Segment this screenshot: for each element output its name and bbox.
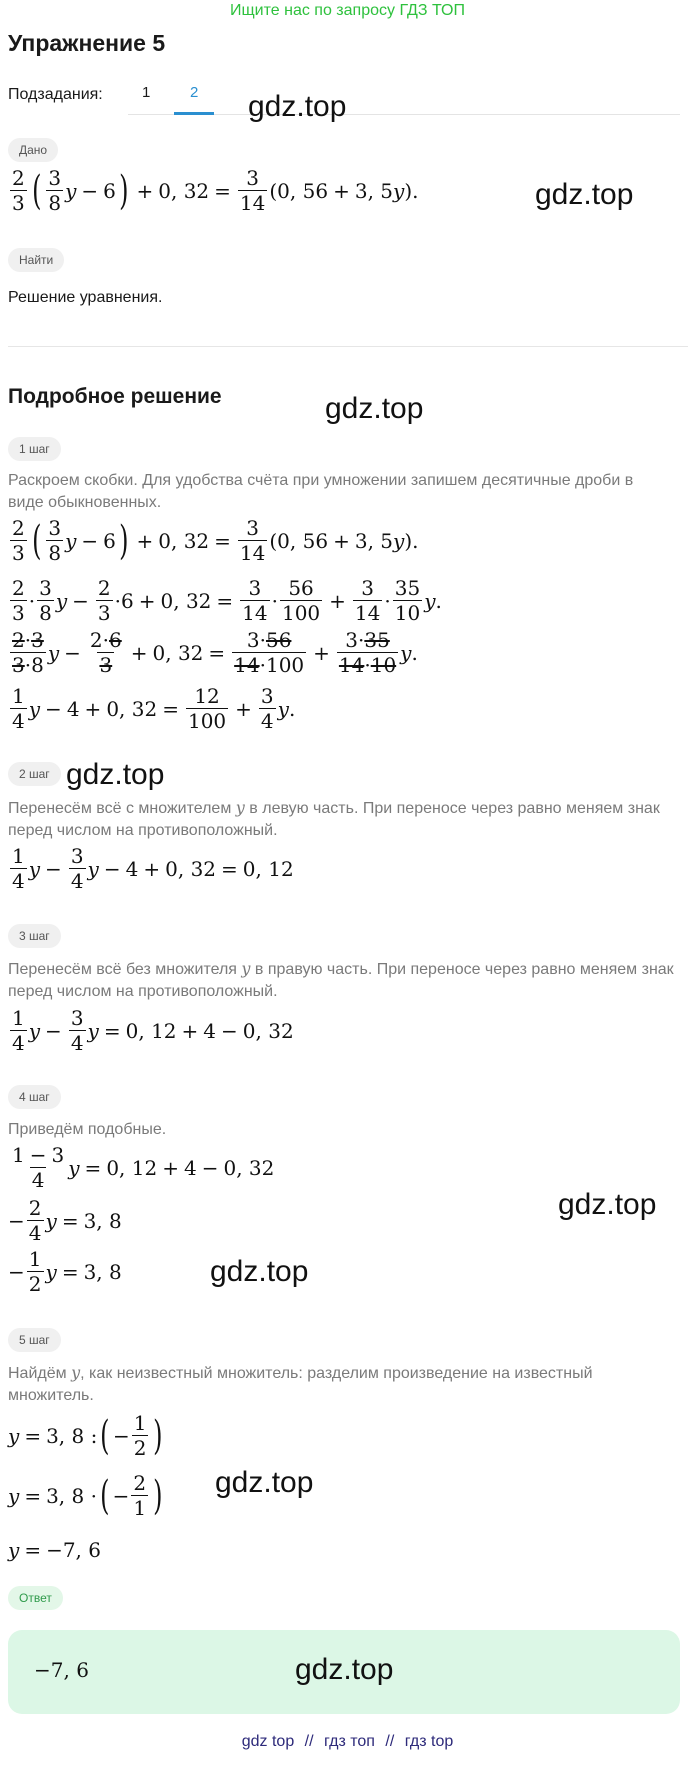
section-divider	[8, 346, 688, 347]
watermark: gdz.top	[66, 758, 165, 791]
step-4-text: Приведём подобные.	[8, 1121, 167, 1138]
footer-link-gdz-top-ru[interactable]: гдз топ	[324, 1733, 375, 1750]
watermark: gdz.top	[535, 178, 634, 211]
step-4-line-3: − $\frac{1}{2}$ y = 3, 8	[8, 1247, 122, 1296]
step-2-equation: $\frac{1}{4}$ y − $\frac{3}{4}$ y − 4 + 0, 32 = 0, 12	[12, 844, 294, 893]
active-tab-underline	[174, 112, 214, 115]
find-text: Решение уравнения.	[8, 289, 163, 306]
step-5-text: Найдём y, как неизвестный множитель: разделим произведение на известный множитель.	[8, 1363, 593, 1404]
answer-value: −7, 6	[34, 1658, 89, 1682]
step-5-line-3: y = −7, 6	[8, 1538, 101, 1562]
page-title: Упражнение 5	[8, 30, 166, 56]
step-1-line-4: $\frac{1}{4}$ y − 4 + 0, 32 = $\frac{12}{100}$ + $\frac{3}{4}$ y .	[12, 684, 296, 733]
answer-badge: Ответ	[8, 1586, 63, 1610]
step-5-line-1: y = 3, 8 : ( − $\frac{1}{2}$ )	[8, 1411, 163, 1460]
step-5-badge: 5 шаг	[8, 1328, 61, 1352]
step-3-badge: 3 шаг	[8, 924, 61, 948]
footer-separator: //	[385, 1733, 395, 1750]
step-3-equation: $\frac{1}{4}$ y − $\frac{3}{4}$ y = 0, 12 + 4 − 0, 32	[12, 1006, 294, 1055]
step-2-badge: 2 шаг	[8, 762, 61, 786]
step-1-line-3: $\frac{2\cdot 3}{3\cdot 8}$ y − $\frac{2\cdot 6}{3}$ + 0, 32 = $\frac{3\cdot 56}{14\cdot 100}$ + $\frac{3\cdot 35}{14\cdot 10}$ y .	[12, 628, 418, 677]
step-4-line-1: $\frac{1 - 3}{4}$ y = 0, 12 + 4 − 0, 32	[12, 1143, 275, 1192]
subtasks-label: Подзадания:	[8, 86, 103, 103]
find-badge: Найти	[8, 248, 64, 272]
watermark: gdz.top	[558, 1188, 657, 1221]
step-1-text: Раскроем скобки. Для удобства счёта при умножении запишем десятичные дроби в виде обыкновенных.	[8, 472, 634, 511]
step-2-text: Перенесём всё с множителем y в левую часть. При переносе через равно меняем знак перед числом на противоположный.	[8, 798, 660, 839]
watermark: gdz.top	[210, 1255, 309, 1288]
footer-links	[0, 1733, 695, 1751]
footer-separator: //	[304, 1733, 314, 1750]
step-5-line-2: y = 3, 8 · ( − $\frac{2}{1}$ )	[8, 1471, 163, 1520]
top-banner[interactable]: Ищите нас по запросу ГДЗ ТОП	[230, 2, 465, 19]
watermark: gdz.top	[248, 90, 347, 123]
step-1-badge: 1 шаг	[8, 437, 61, 461]
given-badge: Дано	[8, 138, 58, 162]
given-equation: $\frac{2}{3}$ ( $\frac{3}{8}$ y − 6 ) + 0, 32 = $\frac{3}{14}$ (0, 56 + 3, 5 y ).	[12, 166, 419, 215]
watermark: gdz.top	[295, 1653, 394, 1686]
footer-link-gdz-top[interactable]: gdz top	[241, 1733, 295, 1750]
subtask-tab-1[interactable]: 1	[142, 84, 151, 101]
step-4-line-2: − $\frac{2}{4}$ y = 3, 8	[8, 1196, 122, 1245]
solution-title: Подробное решение	[8, 385, 222, 408]
watermark: gdz.top	[215, 1466, 314, 1499]
step-1-line-1: $\frac{2}{3}$ ( $\frac{3}{8}$ y − 6 ) + 0, 32 = $\frac{3}{14}$ (0, 56 + 3, 5 y ).	[12, 516, 419, 565]
step-4-badge: 4 шаг	[8, 1085, 61, 1109]
step-1-line-2: $\frac{2}{3}$ · $\frac{3}{8}$ y − $\frac{2}{3}$ ·6 + 0, 32 = $\frac{3}{14}$ · $\frac{56}{100}$ + $\frac{3}{14}$ · $\frac{35}{10}$ y .	[12, 576, 442, 625]
watermark: gdz.top	[325, 392, 424, 425]
subtask-tab-2[interactable]: 2	[190, 84, 199, 101]
step-3-text: Перенесём всё без множителя y в правую часть. При переносе через равно меняем знак перед числом на противоположный.	[8, 959, 674, 1000]
footer-link-gdz-top-mixed[interactable]: гдз top	[404, 1733, 454, 1750]
